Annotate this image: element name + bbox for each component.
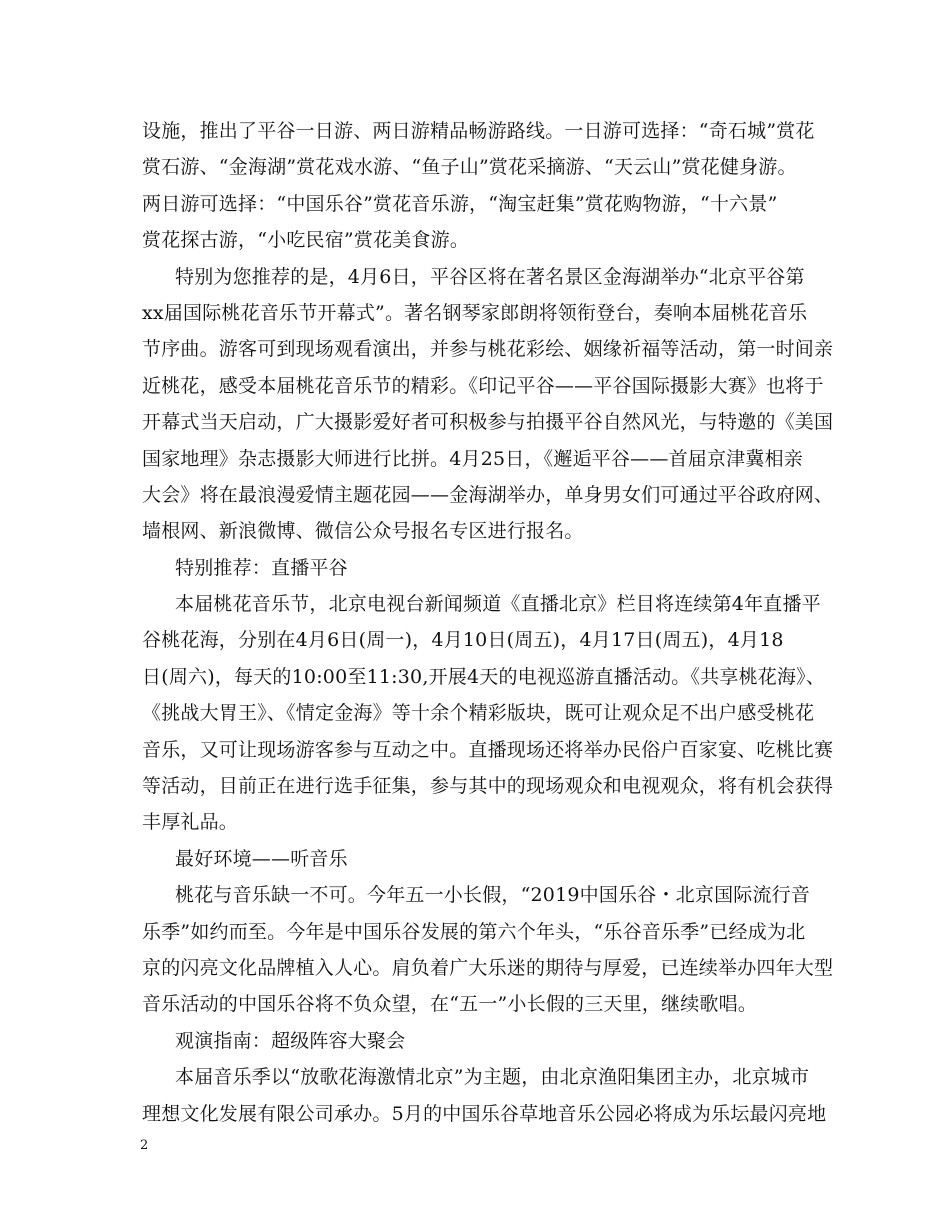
page-number: 2 [140, 1138, 149, 1153]
paragraph-start-line: 观演指南：超级阵容大聚会 [175, 1029, 406, 1052]
paragraph-start-line: 特别为您推荐的是，4月6日，平谷区将在著名景区金海湖举办“北京平谷第 [175, 265, 805, 288]
text-line: 等活动，目前正在进行选手征集，参与其中的现场观众和电视观众，将有机会获得 [142, 775, 834, 798]
text-line: 大会》将在最浪漫爱情主题花园——金海湖举办，单身男女们可通过平谷政府网、 [142, 483, 834, 506]
document-body [142, 113, 832, 1132]
text-line: 京的闪亮文化品牌植入人心。肩负着广大乐迷的期待与厚爱，已连续举办四年大型 [142, 956, 834, 979]
text-line: 理想文化发展有限公司承办。5月的中国乐谷草地音乐公园必将成为乐坛最闪亮地 [142, 1102, 827, 1125]
text-line: 音乐，又可让现场游客参与互动之中。直播现场还将举办民俗户百家宴、吃桃比赛 [142, 738, 834, 761]
paragraph-start-line: 本届音乐季以“放歌花海激情北京”为主题，由北京渔阳集团主办，北京城市 [175, 1066, 810, 1089]
text-line: 谷桃花海，分别在4月6日(周一)，4月10日(周五)，4月17日(周五)，4月18 [142, 629, 784, 652]
paragraph-start-line: 桃花与音乐缺一不可。今年五一小长假，“2019中国乐谷・北京国际流行音 [175, 884, 811, 907]
text-line: 《挑战大胃王》、《情定金海》等十余个精彩版块，既可让观众足不出户感受桃花 [142, 702, 815, 725]
text-line: 日(周六)，每天的10:00至11:30,开展4天的电视巡游直播活动。《共享桃花海》、 [142, 665, 826, 688]
text-line: 国家地理》杂志摄影大师进行比拼。4月25日，《邂逅平谷——首届京津冀相亲 [142, 447, 803, 470]
text-line: xx届国际桃花音乐节开幕式”。著名钢琴家郎朗将领衔登台，奏响本届桃花音乐 [142, 301, 808, 324]
paragraph-start-line: 本届桃花音乐节，北京电视台新闻频道《直播北京》栏目将连续第4年直播平 [175, 593, 821, 616]
text-line: 赏石游、“金海湖”赏花戏水游、“鱼子山”赏花采摘游、“天云山”赏花健身游。 [142, 156, 797, 179]
text-line: 丰厚礼品。 [142, 811, 239, 834]
text-line: 两日游可选择：“中国乐谷”赏花音乐游，“淘宝赶集”赏花购物游，“十六景” [142, 192, 778, 215]
text-line: 乐季”如约而至。今年是中国乐谷发展的第六个年头，“乐谷音乐季”已经成为北 [142, 920, 806, 943]
text-line: 音乐活动的中国乐谷将不负众望，在“五一”小长假的三天里，继续歌唱。 [142, 993, 758, 1016]
text-line: 开幕式当天启动，广大摄影爱好者可积极参与拍摄平谷自然风光，与特邀的《美国 [142, 411, 834, 434]
paragraph-start-line: 最好环境——听音乐 [175, 847, 348, 870]
text-line: 近桃花，感受本届桃花音乐节的精彩。《印记平谷——平谷国际摄影大赛》也将于 [142, 374, 824, 397]
text-line: 墙根网、新浪微博、微信公众号报名专区进行报名。 [142, 520, 584, 543]
text-line: 赏花探古游，“小吃民宿”赏花美食游。 [142, 229, 470, 252]
paragraph-start-line: 特别推荐：直播平谷 [175, 556, 348, 579]
text-line: 设施，推出了平谷一日游、两日游精品畅游路线。一日游可选择：“奇石城”赏花 [142, 120, 815, 142]
text-line: 节序曲。游客可到现场观看演出，并参与桃花彩绘、姻缘祈福等活动，第一时间亲 [142, 338, 834, 361]
